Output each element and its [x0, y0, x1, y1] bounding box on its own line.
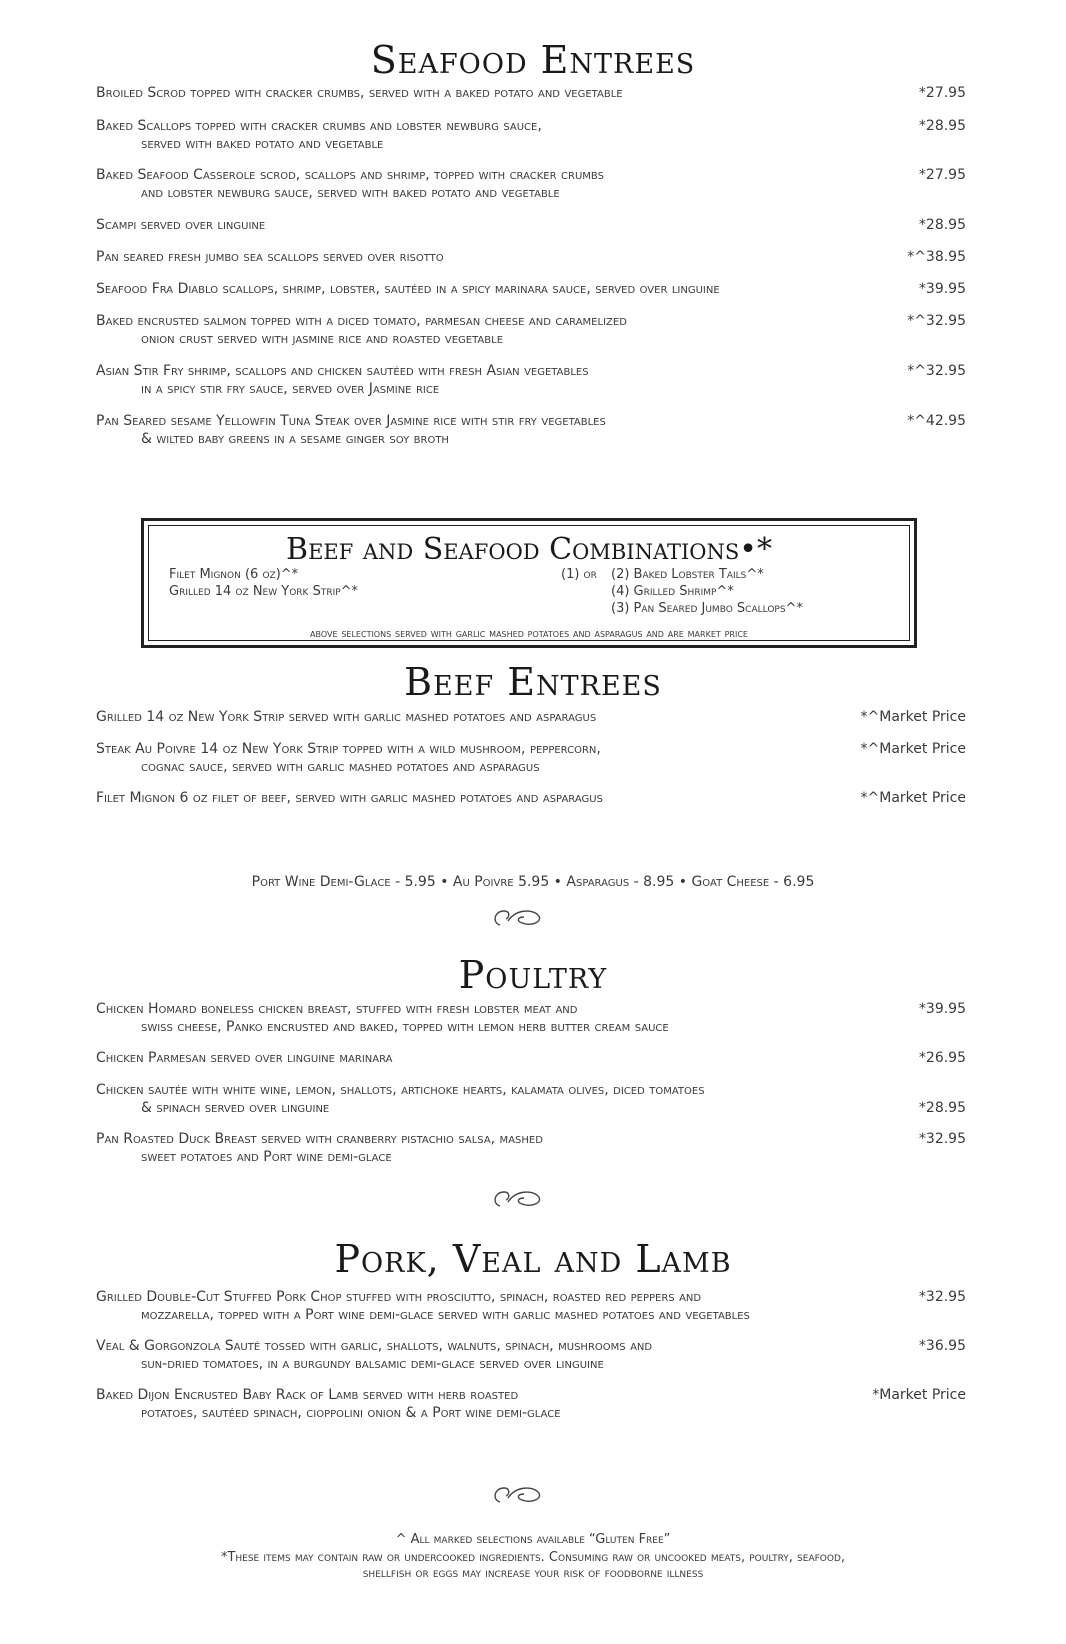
raw-food-warning: *These items may contain raw or undercooked ingredients. Consuming raw or uncooked meats, poultry, seafood,: [220, 1550, 846, 1565]
menu-item: [96, 362, 966, 398]
menu-item: [96, 708, 966, 726]
menu-item-description: Veal & Gorgonzola Sauté tossed with garlic, shallots, walnuts, spinach, mushrooms and: [96, 1338, 653, 1354]
menu-item-description: Chicken Parmesan served over linguine marinara: [96, 1050, 393, 1066]
menu-item-description-cont: sun-dried tomatoes, in a burgundy balsamic demi-glace served over linguine: [141, 1356, 604, 1372]
menu-item-description: Baked Scallops topped with cracker crumbs and lobster newburg sauce,: [96, 118, 542, 134]
menu-item-description: Baked encrusted salmon topped with a diced tomato, parmesan cheese and caramelized: [96, 313, 627, 329]
poultry-title: Poultry: [458, 953, 608, 997]
menu-item-description: Steak Au Poivre 14 oz New York Strip topped with a wild mushroom, peppercorn,: [96, 741, 601, 757]
menu-item-price: *27.95: [918, 85, 966, 101]
menu-item-description-cont: mozzarella, topped with a Port wine demi-glace served with garlic mashed potatoes and vegetables: [141, 1307, 750, 1323]
menu-item-description-cont: potatoes, sautéed spinach, cioppolini onion & a Port wine demi-glace: [141, 1405, 561, 1421]
menu-item-price: *^Market Price: [860, 790, 966, 806]
menu-item-price: *^Market Price: [860, 741, 966, 757]
menu-item: [96, 166, 966, 202]
menu-item: [96, 1386, 966, 1422]
menu-item-price: *Market Price: [872, 1387, 966, 1403]
menu-item: [96, 1288, 966, 1324]
menu-item-description: Broiled Scrod topped with cracker crumbs, served with a baked potato and vegetable: [96, 85, 623, 101]
pork-veal-lamb-title: Pork, Veal and Lamb: [334, 1237, 732, 1281]
menu-item-description: Pan seared fresh jumbo sea scallops served over risotto: [96, 249, 444, 265]
menu-item-description: Seafood Fra Diablo scallops, shrimp, lobster, sautéed in a spicy marinara sauce, served over linguine: [96, 281, 720, 297]
menu-item: [96, 117, 966, 153]
menu-item: [96, 312, 966, 348]
menu-item-description-cont: & spinach served over linguine: [141, 1100, 330, 1116]
menu-item-price: *^Market Price: [860, 709, 966, 725]
menu-item-description: Grilled 14 oz New York Strip served with garlic mashed potatoes and asparagus: [96, 709, 597, 725]
combination-title: Beef and Seafood Combinations•*: [286, 532, 772, 567]
menu-item-price: *^32.95: [907, 313, 966, 329]
menu-item-price: *39.95: [918, 281, 966, 297]
menu-item-description: Baked Dijon Encrusted Baby Rack of Lamb served with herb roasted: [96, 1387, 519, 1403]
menu-item: [96, 1081, 966, 1117]
menu-item-price: *^42.95: [907, 413, 966, 429]
menu-item-description: Grilled Double-Cut Stuffed Pork Chop stuffed with prosciutto, spinach, roasted red peppers and: [96, 1289, 702, 1305]
menu-item-description-cont: served with baked potato and vegetable: [141, 136, 384, 152]
menu-item-price: *28.95: [918, 118, 966, 134]
menu-item-description: Chicken Homard boneless chicken breast, stuffed with fresh lobster meat and: [96, 1001, 578, 1017]
combo-note: above selections served with garlic mashed potatoes and asparagus and are market price: [310, 626, 748, 640]
menu-item-description-cont: sweet potatoes and Port wine demi-glace: [141, 1149, 392, 1165]
menu-item: [96, 740, 966, 776]
menu-item-price: *26.95: [918, 1050, 966, 1066]
combo-right-item: (3) Pan Seared Jumbo Scallops^*: [611, 601, 803, 616]
combo-left-item: Grilled 14 oz New York Strip^*: [169, 584, 359, 599]
menu-item-description-cont: and lobster newburg sauce, served with baked potato and vegetable: [141, 185, 560, 201]
menu-item: [96, 216, 966, 234]
menu-item: [96, 1130, 966, 1166]
menu-item-price: *39.95: [918, 1001, 966, 1017]
menu-item-price: *27.95: [918, 167, 966, 183]
menu-item-description: Asian Stir Fry shrimp, scallops and chicken sautéed with fresh Asian vegetables: [96, 363, 589, 379]
menu-item-price: *28.95: [918, 1100, 966, 1116]
flourish-ornament: [488, 905, 548, 931]
menu-item: [96, 280, 966, 298]
menu-item-price: *28.95: [918, 217, 966, 233]
raw-food-warning-cont: shellfish or eggs may increase your risk of foodborne illness: [362, 1566, 704, 1581]
menu-item-price: *^38.95: [907, 249, 966, 265]
menu-item-price: *^32.95: [907, 363, 966, 379]
sides-line: Port Wine Demi-Glace - 5.95 • Au Poivre 5.95 • Asparagus - 8.95 • Goat Cheese - 6.95: [251, 874, 815, 890]
menu-item-price: *36.95: [918, 1338, 966, 1354]
menu-item: [96, 789, 966, 807]
combo-left-item: Filet Mignon (6 oz)^*: [169, 567, 299, 582]
menu-item-description: Scampi served over linguine: [96, 217, 266, 233]
menu-item-description-cont: cognac sauce, served with garlic mashed potatoes and asparagus: [141, 759, 540, 775]
combo-right-item: (4) Grilled Shrimp^*: [611, 584, 734, 599]
menu-item-description: Filet Mignon 6 oz filet of beef, served with garlic mashed potatoes and asparagus: [96, 790, 603, 806]
menu-item: [96, 412, 966, 448]
menu-item-price: *32.95: [918, 1289, 966, 1305]
seafood-title: Seafood Entrees: [370, 38, 696, 82]
menu-item: [96, 1000, 966, 1036]
menu-item-description-cont: & wilted baby greens in a sesame ginger soy broth: [141, 431, 449, 447]
flourish-ornament: [488, 1482, 548, 1508]
menu-item-description-cont: onion crust served with jasmine rice and roasted vegetable: [141, 331, 504, 347]
menu-item-description: Baked Seafood Casserole scrod, scallops and shrimp, topped with cracker crumbs: [96, 167, 604, 183]
menu-item-description: Chicken sautée with white wine, lemon, shallots, artichoke hearts, kalamata olives, diced tomatoes: [96, 1082, 705, 1098]
menu-item: [96, 1049, 966, 1067]
menu-item-description: Pan Seared sesame Yellowfin Tuna Steak over Jasmine rice with stir fry vegetables: [96, 413, 606, 429]
menu-item: [96, 84, 966, 102]
menu-item-price: *32.95: [918, 1131, 966, 1147]
flourish-ornament: [488, 1186, 548, 1212]
menu-item-description: Pan Roasted Duck Breast served with cranberry pistachio salsa, mashed: [96, 1131, 543, 1147]
gluten-free-note: ^ All marked selections available “Gluten Free”: [395, 1532, 671, 1547]
combination-box: [141, 518, 917, 648]
menu-item: [96, 248, 966, 266]
beef-title: Beef Entrees: [404, 660, 662, 704]
combo-or-label: (1) or: [561, 567, 597, 582]
menu-item-description-cont: in a spicy stir fry sauce, served over Jasmine rice: [141, 381, 440, 397]
combo-right-item: (2) Baked Lobster Tails^*: [611, 567, 764, 582]
menu-item: [96, 1337, 966, 1373]
menu-item-description-cont: swiss cheese, Panko encrusted and baked, topped with lemon herb butter cream sauce: [141, 1019, 669, 1035]
